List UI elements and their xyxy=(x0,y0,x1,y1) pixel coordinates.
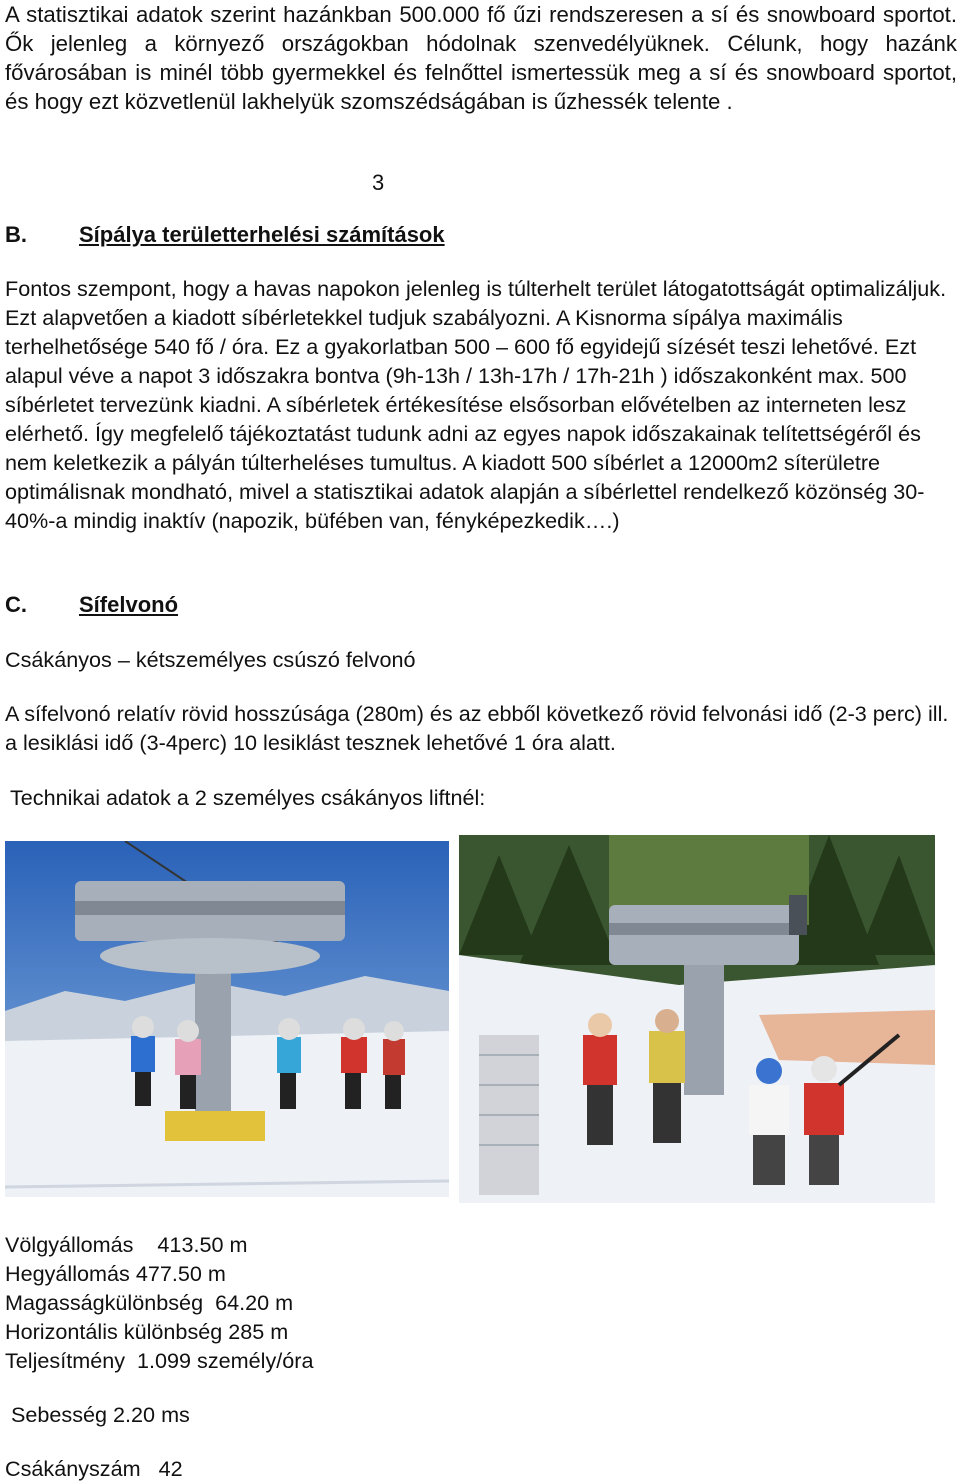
section-c-heading xyxy=(5,591,178,619)
section-c-letter: C. xyxy=(5,592,27,617)
intro-paragraph: A statisztikai adatok szerint hazánkban 500.000 fő űzi rendszeresen a sí és snowboard sportot. Ők jelenleg a környező országokban hódolnak szenvedélyüknek. Célunk, hogy hazánk fővárosában is minél több gyermekkel és felnőttel ismertessük meg a sí és snowboard sportot, és hogy ezt közvetlenül lakhelyük szomszédságában is űzhessék telente . xyxy=(5,2,957,114)
spec-mountain-station: Hegyállomás 477.50 m xyxy=(5,1261,226,1286)
section-c-title: Sífelvonó xyxy=(79,592,179,617)
section-b-title: Sípálya területterhelési számítások xyxy=(79,222,445,247)
ski-lift-photo-2 xyxy=(459,835,935,1203)
spec-height-difference: Magasságkülönbség 64.20 m xyxy=(5,1290,294,1315)
lift-description: A sífelvonó relatív rövid hosszúsága (280m) és az ebből következő rövid felvonási idő (2-3 perc) ill. a lesiklási idő (3-4perc) 10 lesiklást tesznek lehetővé 1 óra alatt. xyxy=(5,701,949,755)
spec-tbar-count: Csákányszám 42 xyxy=(5,1456,183,1481)
spec-horizontal-difference: Horizontális különbség 285 m xyxy=(5,1319,289,1344)
section-b-heading xyxy=(5,221,445,249)
lift-type: Csákányos – kétszemélyes csúszó felvonó xyxy=(5,647,416,672)
section-b-body: Fontos szempont, hogy a havas napokon jelenleg is túlterhelt terület látogatottságát optimalizáljuk. Ezt alapvetően a kiadott síbérletekkel tudjuk szabályozni. A Kisnorma sípálya maximális terhelhetősége 540 fő / óra. Ez a gyakorlatban 500 – 600 fő egyidejű sízését teszi lehetővé. Ezt alapul véve a napot 3 időszakra bontva (9h-13h / 13h-17h / 17h-21h ) időszakonként max. 500 síbérletet tervezünk kiadni. A síbérletek értékesítése elsősorban elővételben az interneten lesz elérhető. Így megfelelő tájékoztatást tudunk adni az egyes napok időszakainak telítettségéről és nem keletkezik a pályán túlterheléses tumultus. A kiadott 500 síbérlet a 12000m2 síterületre optimálisnak mondható, mivel a statisztikai adatok alapján a síbérlettel rendelkező közönség 30-40%-a mindig inaktív (napozik, büfében van, fényképezkedik….) xyxy=(5,276,947,533)
spec-valley-station: Völgyállomás 413.50 m xyxy=(5,1232,248,1257)
spec-speed: Sebesség 2.20 ms xyxy=(5,1402,190,1427)
tech-data-heading: Technikai adatok a 2 személyes csákányos liftnél: xyxy=(10,785,486,810)
page-number: 3 xyxy=(372,170,385,195)
ski-lift-photo-1 xyxy=(5,841,449,1197)
section-b-letter: B. xyxy=(5,222,27,247)
spec-capacity: Teljesítmény 1.099 személy/óra xyxy=(5,1348,314,1373)
